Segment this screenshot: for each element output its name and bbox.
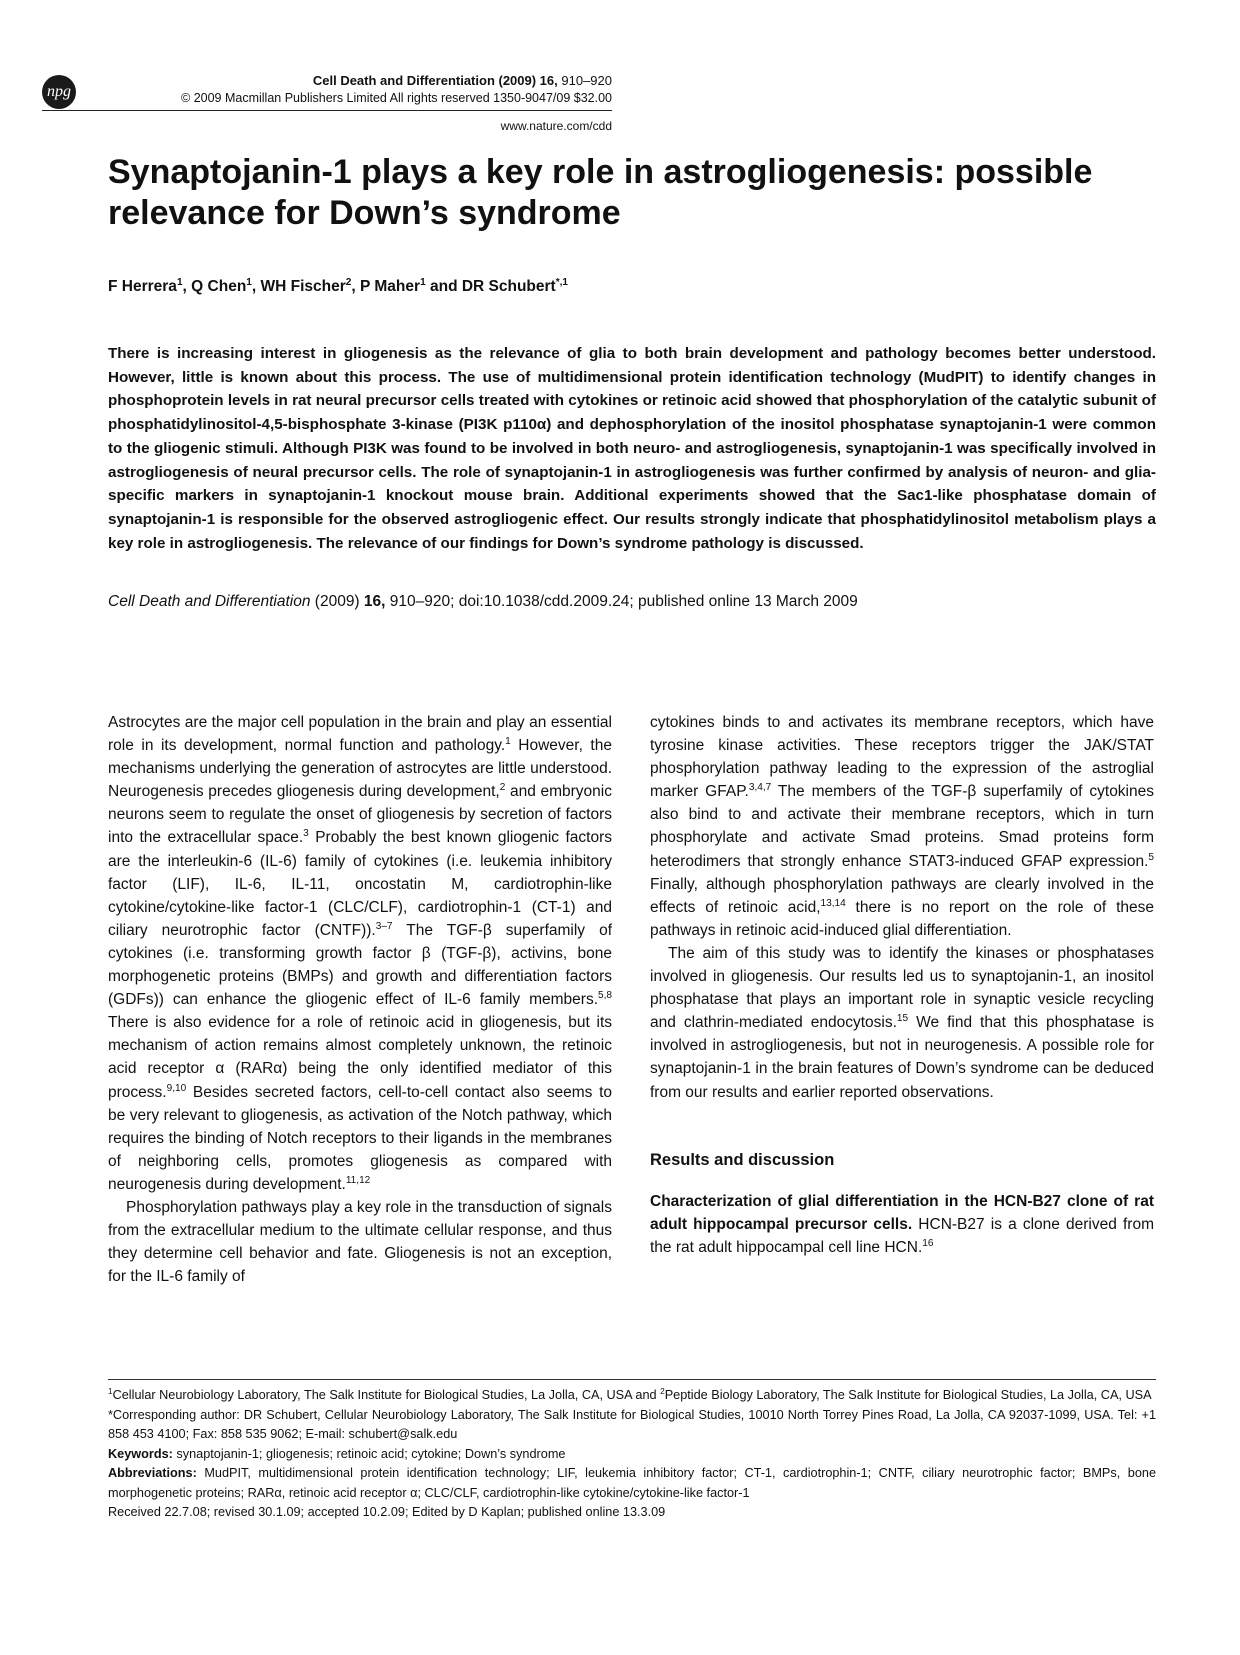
reference-marker[interactable]: 3	[303, 828, 309, 840]
logo-text: npg	[47, 83, 71, 100]
body-column-left	[108, 711, 612, 1288]
footnote-divider	[108, 1379, 1156, 1380]
reference-marker[interactable]: 15	[896, 1013, 909, 1025]
journal-pages: 910–920	[557, 73, 612, 88]
section-heading: Results and discussion	[650, 1150, 835, 1169]
citation-details: 910–920; doi:10.1038/cdd.2009.24; published online 13 March 2009	[385, 593, 858, 610]
reference-marker[interactable]: 13,14	[820, 897, 846, 909]
text-run: The TGF-β superfamily of cytokines (i.e. transforming growth factor β (TGF-β), activins, bone morphogenetic proteins (BMPs) and growth and differentiation factors (GDFs)) can enhance the gliogenic effect of IL-6 family members.	[108, 921, 613, 1009]
reference-marker[interactable]: 3,4,7	[748, 782, 772, 794]
keywords-note	[108, 1445, 1156, 1465]
citation-year: (2009)	[310, 593, 364, 610]
body-paragraph	[108, 711, 612, 1196]
subsection-heading: Characterization of glial differentiation in the HCN-B27 clone of rat adult hippocampal precursor cells.	[650, 1192, 1154, 1233]
text-run: The aim of this study was to identify the kinases or phosphatases involved in gliogenesis. Our results led us to synaptojanin-1, an inositol phosphatase that plays an important role in synaptic vesicle recycling and clathrin-mediated endocytosis.	[650, 944, 1154, 1032]
journal-reference	[313, 73, 612, 88]
affiliation-marker: 2	[660, 1386, 665, 1396]
author-affiliation: *,1	[555, 276, 569, 288]
affiliation-text: Peptide Biology Laboratory, The Salk Institute for Biological Studies, La Jolla, CA, USA	[664, 1388, 1152, 1402]
citation-line	[108, 593, 858, 611]
text-run: Astrocytes are the major cell population in the brain and play an essential role in its development, normal function and pathology.	[108, 714, 612, 755]
author-affiliation: 1	[176, 276, 183, 288]
reference-marker[interactable]: 5	[1148, 851, 1154, 863]
affiliation-text: Cellular Neurobiology Laboratory, The Salk Institute for Biological Studies, La Jolla, CA, USA and	[112, 1388, 661, 1402]
header-divider	[42, 110, 612, 111]
affiliation-marker: 1	[108, 1386, 113, 1396]
text-run: There is also evidence for a role of retinoic acid in gliogenesis, but its mechanism of action remains almost completely unknown, the retinoic acid receptor α (RARα) being the only identified mediator of this process.	[108, 1014, 612, 1101]
keywords-label: Keywords:	[108, 1446, 173, 1461]
text-run: and embryonic neurons seem to regulate the onset of gliogenesis by secretion of factors into the extracellular space.	[108, 783, 612, 847]
text-run: there is no report on the role of these pathways in retinoic acid-induced glial differentiation.	[650, 898, 1154, 939]
author: P Maher	[360, 278, 421, 295]
reference-marker[interactable]: 16	[922, 1237, 934, 1249]
author-separator: ,	[182, 278, 192, 295]
copyright-notice: © 2009 Macmillan Publishers Limited All rights reserved 1350-9047/09 $32.00	[181, 91, 612, 105]
keywords-text: synaptojanin-1; gliogenesis; retinoic acid; cytokine; Down’s syndrome	[172, 1446, 566, 1461]
reference-marker[interactable]: 3–7	[375, 920, 393, 932]
text-run: cytokines binds to and activates its membrane receptors, which have tyrosine kinase activities. These receptors trigger the JAK/STAT phosphorylation pathway leading to the expression of the astroglial marker GFAP.	[650, 714, 1154, 801]
text-run: Probably the best known gliogenic factors are the interleukin-6 (IL-6) family of cytokines (i.e. leukemia inhibitory factor (LIF), IL-6, IL-11, oncostatin M, cardiotrophin-like cytokine/cytokine-like factor-1 (CLC/CLF), cardiotrophin-1 (CT-1) and ciliary neurotrophic factor (CNTF)).	[108, 829, 612, 939]
text-run: Besides secreted factors, cell-to-cell contact also seems to be very relevant to gliogenesis, as activation of the Notch pathway, which requires the binding of Notch receptors to their ligands in the membranes of neighboring cells, promotes gliogenesis as compared with neurogenesis during development.	[108, 1083, 612, 1193]
abbreviations-note	[108, 1464, 1156, 1503]
text-run: However, the mechanisms underlying the generation of astrocytes are little understood. Neurogenesis precedes gliogenesis during development,	[108, 737, 612, 801]
article-title: Synaptojanin-1 plays a key role in astrogliogenesis: possible relevance for Down’s syndrome	[108, 153, 1093, 232]
author: DR Schubert	[461, 278, 556, 295]
received-dates-note: Received 22.7.08; revised 30.1.09; accepted 10.2.09; Edited by D Kaplan; published online 13.3.09	[108, 1505, 666, 1519]
body-paragraph	[650, 942, 1154, 1104]
abbreviations-text: MudPIT, multidimensional protein identification technology; LIF, leukemia inhibitory factor; CT-1, cardiotrophin-1; CNTF, ciliary neurotrophic factor; BMPs, bone morphogenetic proteins; RARα, retinoic acid receptor α; CLC/CLF, cardiotrophin-like cytokine/cytokine-like factor-1	[108, 1466, 1156, 1500]
affiliations-note	[108, 1386, 1156, 1406]
body-column-right	[650, 711, 1154, 1259]
footnotes	[108, 1386, 1156, 1523]
citation-journal: Cell Death and Differentiation	[108, 593, 311, 610]
reference-marker[interactable]: 9,10	[166, 1082, 187, 1094]
journal-url[interactable]: www.nature.com/cdd	[500, 119, 612, 133]
author-list	[108, 278, 568, 296]
author-separator: ,	[351, 278, 361, 295]
author-affiliation: 2	[345, 276, 352, 288]
publisher-logo	[42, 75, 76, 109]
text-run: The members of the TGF-β superfamily of cytokines also bind to and activate their membrane receptors, which in turn phosphorylate and activate Smad proteins. Smad proteins form heterodimers that strongly enhance STAT3-induced GFAP expression.	[650, 783, 1154, 870]
corresponding-author-note: *Corresponding author: DR Schubert, Cellular Neurobiology Laboratory, The Salk Institute for Biological Studies, 10010 North Torrey Pines Road, La Jolla, CA 92037-1099, USA. Tel: +1 858 453 4100; Fax: 858 535 9062; E-mail: schubert@salk.edu	[108, 1407, 1156, 1441]
reference-marker[interactable]: 5,8	[598, 989, 612, 1001]
author: F Herrera	[108, 278, 177, 295]
reference-marker[interactable]: 2	[499, 782, 506, 794]
body-paragraph	[650, 711, 1154, 942]
journal-name: Cell Death and Differentiation (2009) 16,	[312, 73, 558, 88]
author: WH Fischer	[260, 278, 346, 295]
reference-marker[interactable]: 11,12	[345, 1174, 371, 1186]
text-run: Finally, although phosphorylation pathways are clearly involved in the effects of retinoic acid,	[650, 875, 1154, 916]
author-affiliation: 1	[420, 276, 426, 288]
text-run: We find that this phosphatase is involved in astrogliogenesis, but not in neurogenesis. A possible role for synaptojanin-1 in the brain features of Down’s syndrome can be deduced from our results and earlier reported observations.	[650, 1014, 1154, 1101]
abstract: There is increasing interest in gliogenesis as the relevance of glia to both brain development and pathology becomes better understood. However, little is known about this process. The use of multidimensional protein identification technology (MudPIT) to identify changes in phosphoprotein levels in rat neural precursor cells treated with cytokines or retinoic acid showed that phosphorylation of the catalytic subunit of phosphatidylinositol-4,5-bisphosphate 3-kinase (PI3K p110α) and dephosphorylation of the inositol phosphatase synaptojanin-1 were common to the gliogenic stimuli. Although PI3K was found to be involved in both neuro- and astrogliogenesis, synaptojanin-1 was specifically involved in astrogliogenesis of neural precursor cells. The role of synaptojanin-1 in astrogliogenesis was further confirmed by analysis of neuron- and glia-specific markers in synaptojanin-1 knockout mouse brain. Additional experiments showed that the Sac1-like phosphatase domain of synaptojanin-1 is responsible for the observed astrogliogenic effect. Our results strongly indicate that phosphatidylinositol metabolism plays a key role in astrogliogenesis. The relevance of our findings for Down’s syndrome pathology is discussed.	[108, 345, 1156, 552]
subsection-paragraph	[650, 1190, 1154, 1259]
author-separator: and	[425, 278, 462, 295]
reference-marker[interactable]: 1	[505, 735, 511, 747]
citation-volume: 16,	[363, 593, 386, 610]
abbreviations-label: Abbreviations:	[108, 1466, 197, 1480]
author: Q Chen	[191, 278, 247, 295]
author-affiliation: 1	[246, 276, 252, 288]
body-paragraph: Phosphorylation pathways play a key role in the transduction of signals from the extracellular medium to the ultimate cellular response, and thus they determine cell behavior and fate. Gliogenesis is not an exception, for the IL-6 family of	[108, 1198, 612, 1286]
text-run: HCN-B27 is a clone derived from the rat adult hippocampal cell line HCN.	[650, 1215, 1154, 1256]
author-separator: ,	[251, 278, 261, 295]
